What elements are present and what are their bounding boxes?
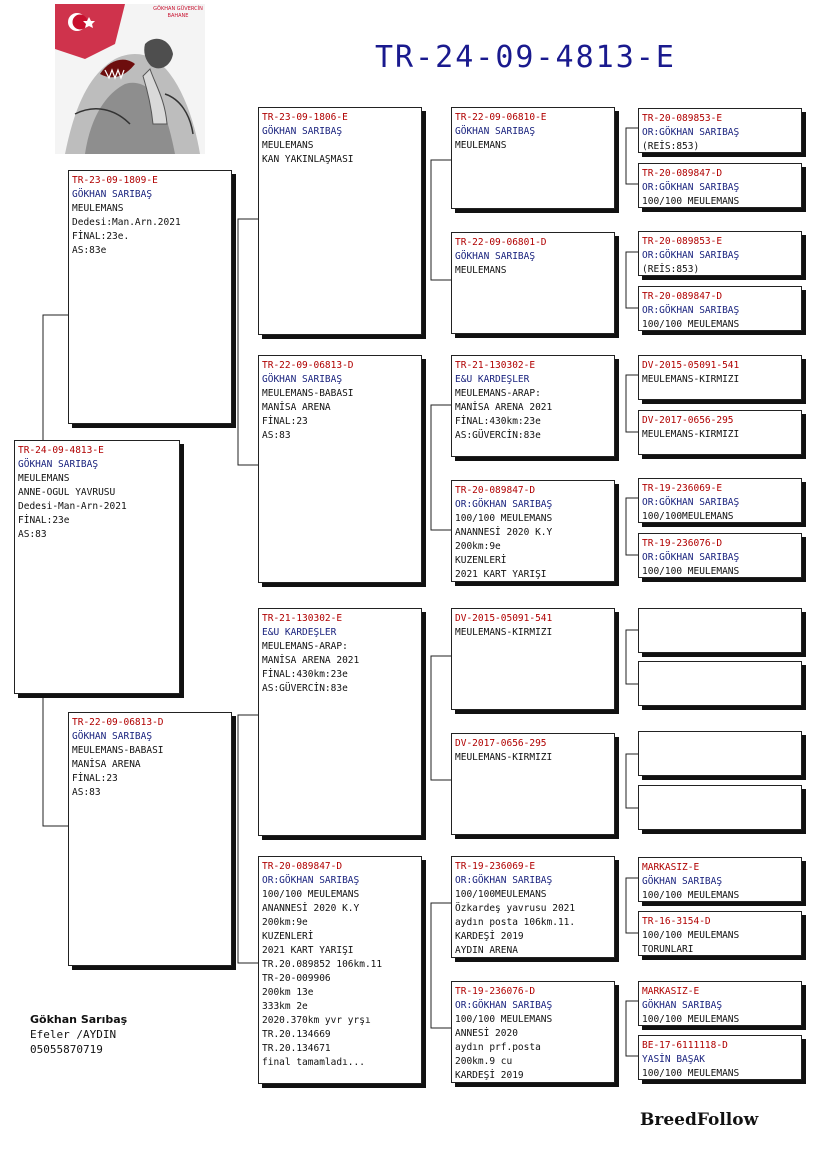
pigeon-card-gen4-15[interactable] — [638, 981, 802, 1026]
card-detail-line: 100/100 MEULEMANS — [642, 1014, 740, 1025]
ring-number: TR-22-09-06813-D — [72, 717, 164, 728]
owner-name: OR:GÖKHAN SARIBAŞ — [642, 552, 740, 563]
pigeon-card-subject[interactable] — [14, 440, 180, 694]
pigeon-card-gen4-2[interactable] — [638, 163, 802, 208]
owner-name: OR:GÖKHAN SARIBAŞ — [262, 875, 360, 886]
card-detail-line: AS:GÜVERCİN:83e — [262, 683, 348, 694]
card-detail-line: KUZENLERİ — [262, 931, 314, 942]
ring-number: MARKASIZ-E — [642, 862, 700, 873]
ring-number: TR-22-09-06810-E — [455, 112, 547, 123]
owner-name: OR:GÖKHAN SARIBAŞ — [455, 875, 553, 886]
card-detail-line: KARDEŞİ 2019 — [455, 931, 524, 942]
card-detail-line: 100/100 MEULEMANS — [642, 566, 740, 577]
breeder-contact — [30, 1012, 127, 1057]
owner-name: OR:GÖKHAN SARIBAŞ — [642, 182, 740, 193]
pigeon-card-sss[interactable] — [451, 107, 615, 209]
owner-name: YASİN BAŞAK — [642, 1054, 705, 1065]
card-detail-line: (REİS:853) — [642, 141, 700, 152]
ring-number: TR-23-09-1809-E — [72, 175, 158, 186]
card-detail-line: ANNESİ 2020 — [455, 1028, 518, 1039]
owner-name: GÖKHAN SARIBAŞ — [642, 1000, 723, 1011]
card-detail-line: AS:83e — [72, 245, 107, 256]
card-detail-line: MEULEMANS-KIRMIZI — [455, 752, 553, 763]
pigeon-card-gen4-14[interactable] — [638, 911, 802, 956]
owner-name: GÖKHAN SARIBAŞ — [262, 374, 343, 385]
card-detail-line: 100/100MEULEMANS — [642, 511, 734, 522]
card-detail-line: 100/100 MEULEMANS — [455, 1014, 553, 1025]
card-detail-line: KAN YAKINLAŞMASI — [262, 154, 354, 165]
card-detail-line: AS:83 — [262, 430, 291, 441]
ring-number: TR-22-09-06813-D — [262, 360, 354, 371]
ring-number: TR-21-130302-E — [262, 613, 343, 624]
card-detail-line: MANİSA ARENA — [72, 759, 141, 770]
pigeon-card-gen4-8[interactable] — [638, 533, 802, 578]
card-detail-line: TORUNLARI — [642, 944, 694, 955]
pigeon-card-sire-sire[interactable] — [258, 107, 422, 335]
card-detail-line: 100/100 MEULEMANS — [262, 889, 360, 900]
card-detail-line: 100/100 MEULEMANS — [642, 930, 740, 941]
pigeon-card-sire[interactable] — [68, 170, 232, 424]
owner-name: OR:GÖKHAN SARIBAŞ — [455, 499, 553, 510]
owner-name: E&U KARDEŞLER — [262, 627, 337, 638]
card-detail-line: MANİSA ARENA 2021 — [455, 402, 553, 413]
card-detail-line: AYDIN ARENA — [455, 945, 518, 956]
card-detail-line: MEULEMANS-BABASI — [262, 388, 354, 399]
card-detail-line: MEULEMANS — [455, 140, 507, 151]
card-detail-line: 100/100 MEULEMANS — [642, 319, 740, 330]
ring-number: MARKASIZ-E — [642, 986, 700, 997]
ring-number: TR-19-236069-E — [455, 861, 536, 872]
card-detail-line: 200km 13e — [262, 987, 314, 998]
pigeon-card-gen4-3[interactable] — [638, 231, 802, 276]
card-detail-line: 100/100 MEULEMANS — [455, 513, 553, 524]
card-detail-line: MEULEMANS — [262, 140, 314, 151]
ring-number: TR-19-236076-D — [642, 538, 723, 549]
card-detail-line: AS:83 — [72, 787, 101, 798]
pigeon-card-gen4-7[interactable] — [638, 478, 802, 523]
card-detail-line: AS:83 — [18, 529, 47, 540]
card-detail-line: ANNE-OGUL YAVRUSU — [18, 487, 116, 498]
ring-number: TR-19-236069-E — [642, 483, 723, 494]
card-detail-line: 200km:9e — [262, 917, 308, 928]
card-detail-line: MANİSA ARENA — [262, 402, 331, 413]
ring-number: TR-20-089853-E — [642, 236, 723, 247]
pigeon-card-ssd[interactable] — [451, 232, 615, 334]
card-detail-line: MEULEMANS-ARAP: — [262, 641, 348, 652]
ring-number: TR-16-3154-D — [642, 916, 711, 927]
owner-name: GÖKHAN SARIBAŞ — [455, 126, 536, 137]
logo-caption: GÖKHAN GÜVERCİN BAHANE — [153, 6, 203, 19]
pigeon-card-dds[interactable] — [451, 856, 615, 958]
ring-number: TR-20-089853-E — [642, 113, 723, 124]
owner-name: GÖKHAN SARIBAŞ — [72, 189, 153, 200]
card-detail-line: aydın posta 106km.11. — [455, 917, 576, 928]
page-title: TR-24-09-4813-E — [375, 40, 676, 75]
ring-number: TR-21-130302-E — [455, 360, 536, 371]
ring-number: TR-24-09-4813-E — [18, 445, 104, 456]
card-detail-line: MEULEMANS-BABASI — [72, 745, 164, 756]
ring-number: DV-2017-0656-295 — [642, 415, 734, 426]
card-detail-line: 200km:9e — [455, 541, 501, 552]
ring-number: TR-22-09-06801-D — [455, 237, 547, 248]
card-detail-line: TR-20-009906 — [262, 973, 331, 984]
card-detail-line: aydın prf.posta — [455, 1042, 541, 1053]
pigeon-card-ddd[interactable] — [451, 981, 615, 1083]
pigeon-card-gen4-1[interactable] — [638, 108, 802, 153]
card-detail-line: FİNAL:23 — [72, 773, 118, 784]
card-detail-line: 100/100 MEULEMANS — [642, 890, 740, 901]
card-detail-line: 2021 KART YARIŞI — [455, 569, 547, 580]
card-detail-line: (REİS:853) — [642, 264, 700, 275]
card-detail-line: FİNAL:23e — [18, 515, 70, 526]
card-detail-line: 100/100 MEULEMANS — [642, 196, 740, 207]
card-detail-line: MEULEMANS — [72, 203, 124, 214]
card-detail-line: 200km.9 cu — [455, 1056, 513, 1067]
card-detail-line: KARDEŞİ 2019 — [455, 1070, 524, 1081]
owner-name: GÖKHAN SARIBAŞ — [72, 731, 153, 742]
card-detail-line: AS:GÜVERCİN:83e — [455, 430, 541, 441]
card-detail-line: MEULEMANS-KIRMIZI — [642, 429, 740, 440]
pigeon-card-dam-sire[interactable] — [258, 608, 422, 836]
pigeon-card-sds[interactable] — [451, 355, 615, 457]
pigeon-card-gen4-12[interactable] — [638, 785, 802, 830]
owner-name: E&U KARDEŞLER — [455, 374, 530, 385]
card-detail-line: Dedesi-Man-Arn-2021 — [18, 501, 127, 512]
card-detail-line: 100/100 MEULEMANS — [642, 1068, 740, 1079]
ring-number: TR-20-089847-D — [455, 485, 536, 496]
card-detail-line: TR.20.089852 106km.11 — [262, 959, 383, 970]
pigeon-card-gen4-11[interactable] — [638, 731, 802, 776]
ring-number: TR-20-089847-D — [642, 291, 723, 302]
pigeon-card-dsd[interactable] — [451, 733, 615, 835]
ring-number: DV-2015-05091-541 — [455, 613, 553, 624]
pigeon-card-sdd[interactable] — [451, 480, 615, 582]
ring-number: TR-20-089847-D — [642, 168, 723, 179]
breeder-name: Gökhan Sarıbaş — [30, 1013, 128, 1026]
pigeon-card-gen4-6[interactable] — [638, 410, 802, 455]
ring-number: DV-2015-05091-541 — [642, 360, 740, 371]
card-detail-line: KUZENLERİ — [455, 555, 507, 566]
owner-name: OR:GÖKHAN SARIBAŞ — [642, 497, 740, 508]
card-detail-line: 100/100MEULEMANS — [455, 889, 547, 900]
card-detail-line: Özkardeş yavrusu 2021 — [455, 903, 576, 914]
ring-number: TR-23-09-1806-E — [262, 112, 348, 123]
brand-logo: BreedFollow — [640, 1110, 759, 1130]
card-detail-line: ANANNESİ 2020 K.Y — [262, 903, 360, 914]
owner-name: OR:GÖKHAN SARIBAŞ — [455, 1000, 553, 1011]
card-detail-line: MEULEMANS — [18, 473, 70, 484]
owner-name: GÖKHAN SARIBAŞ — [262, 126, 343, 137]
card-detail-line: MEULEMANS-KIRMIZI — [642, 374, 740, 385]
card-detail-line: final tamamladı... — [262, 1057, 365, 1068]
pigeon-card-gen4-13[interactable] — [638, 857, 802, 902]
card-detail-line: ANANNESİ 2020 K.Y — [455, 527, 553, 538]
card-detail-line: MEULEMANS — [455, 265, 507, 276]
pigeon-card-gen4-16[interactable] — [638, 1035, 802, 1080]
card-detail-line: FİNAL:23e. — [72, 231, 130, 242]
pigeon-card-dss[interactable] — [451, 608, 615, 710]
ring-number: DV-2017-0656-295 — [455, 738, 547, 749]
owner-name: GÖKHAN SARIBAŞ — [18, 459, 99, 470]
pigeon-card-dam[interactable] — [68, 712, 232, 966]
card-detail-line: FİNAL:23 — [262, 416, 308, 427]
card-detail-line: MEULEMANS-KIRMIZI — [455, 627, 553, 638]
pigeon-card-gen4-5[interactable] — [638, 355, 802, 400]
card-detail-line: FİNAL:430km:23e — [455, 416, 541, 427]
breeder-phone[interactable]: 05055870719 — [30, 1043, 103, 1056]
breeder-city: Efeler /AYDIN — [30, 1028, 117, 1041]
owner-name: GÖKHAN SARIBAŞ — [455, 251, 536, 262]
pigeon-card-gen4-10[interactable] — [638, 661, 802, 706]
card-detail-line: TR.20.134671 — [262, 1043, 331, 1054]
owner-name: GÖKHAN SARIBAŞ — [642, 876, 723, 887]
ring-number: BE-17-6111118-D — [642, 1040, 728, 1051]
card-detail-line: Dedesi:Man.Arn.2021 — [72, 217, 181, 228]
card-detail-line: TR.20.134669 — [262, 1029, 331, 1040]
pigeon-card-sire-dam[interactable] — [258, 355, 422, 583]
owner-name: OR:GÖKHAN SARIBAŞ — [642, 250, 740, 261]
owner-name: OR:GÖKHAN SARIBAŞ — [642, 305, 740, 316]
card-detail-line: 333km 2e — [262, 1001, 308, 1012]
card-detail-line: 2021 KART YARIŞI — [262, 945, 354, 956]
ring-number: TR-20-089847-D — [262, 861, 343, 872]
owner-name: OR:GÖKHAN SARIBAŞ — [642, 127, 740, 138]
card-detail-line: 2020.370km yvr yrşı — [262, 1015, 371, 1026]
ring-number: TR-19-236076-D — [455, 986, 536, 997]
card-detail-line: FİNAL:430km:23e — [262, 669, 348, 680]
pigeon-card-gen4-4[interactable] — [638, 286, 802, 331]
pigeon-card-gen4-9[interactable] — [638, 608, 802, 653]
card-detail-line: MANİSA ARENA 2021 — [262, 655, 360, 666]
card-detail-line: MEULEMANS-ARAP: — [455, 388, 541, 399]
pigeon-card-dam-dam[interactable] — [258, 856, 422, 1084]
